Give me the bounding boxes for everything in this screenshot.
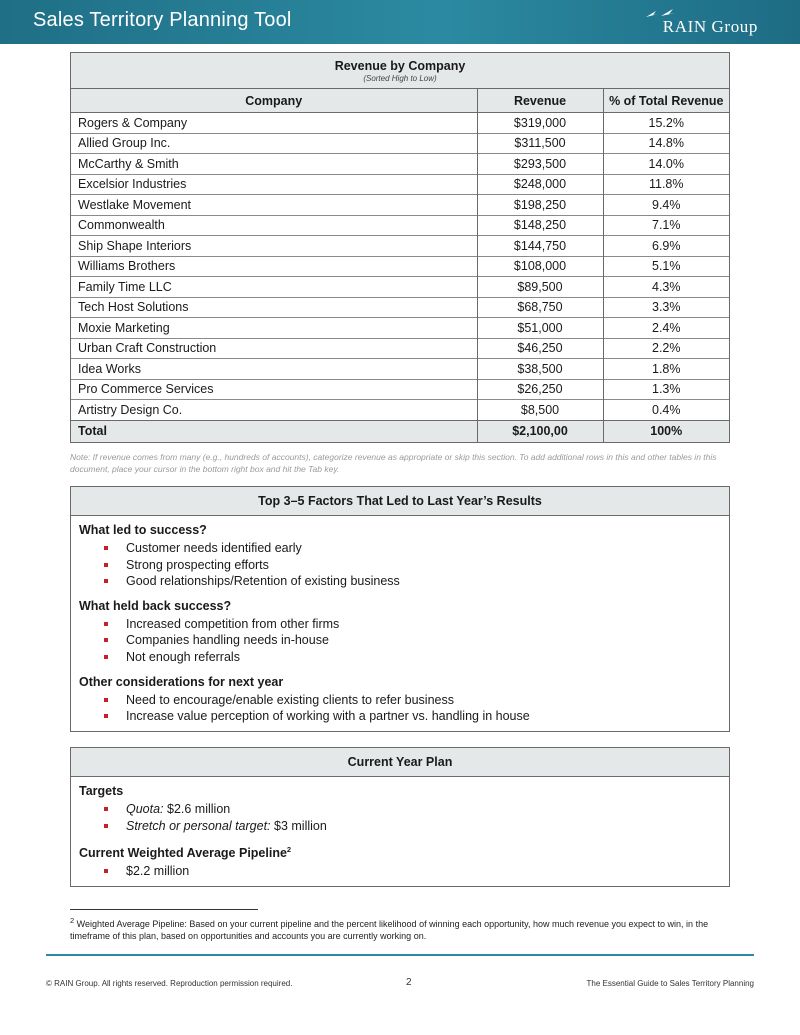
targets-heading: Targets — [79, 784, 124, 798]
table-row — [71, 277, 729, 298]
percent-cell: 14.0% — [603, 154, 729, 175]
table-row — [71, 379, 729, 400]
revenue-cell: $51,000 — [477, 318, 603, 339]
factors-body — [71, 516, 729, 731]
bullet-icon — [104, 563, 108, 567]
company-cell: Tech Host Solutions — [71, 297, 477, 318]
list-item — [79, 649, 721, 666]
bullet-icon — [104, 869, 108, 873]
quota-label: Quota: — [126, 802, 164, 816]
plan-body — [71, 777, 729, 886]
bullet-icon — [104, 655, 108, 659]
pipeline-heading-text: Current Weighted Average Pipeline — [79, 846, 287, 861]
table-row — [71, 338, 729, 359]
revenue-cell: $248,000 — [477, 174, 603, 195]
revenue-cell: $148,250 — [477, 215, 603, 236]
bullet-icon — [104, 807, 108, 811]
revenue-cell: $26,250 — [477, 379, 603, 400]
list-item — [79, 818, 721, 835]
footnote-marker: 2 — [70, 916, 75, 925]
factors-title: Top 3–5 Factors That Led to Last Year’s Results — [71, 487, 729, 516]
quota-value: $2.6 million — [163, 802, 231, 816]
factors-list — [79, 616, 721, 666]
percent-cell: 3.3% — [603, 297, 729, 318]
footnote-text: Weighted Average Pipeline: Based on your current pipeline and the percent likelihood of winning each opportunity, how much revenue you expect to win, in the timeframe of this plan, based on opportunities and accounts you are currently working on. — [70, 919, 709, 941]
percent-cell: 15.2% — [603, 113, 729, 134]
percent-cell: 1.3% — [603, 379, 729, 400]
footer-copyright: © RAIN Group. All rights reserved. Reproduction permission required. — [46, 979, 293, 988]
pipeline-heading — [79, 842, 721, 861]
table-row — [71, 215, 729, 236]
list-item — [79, 557, 721, 574]
company-cell: Allied Group Inc. — [71, 133, 477, 154]
table-row — [71, 113, 729, 134]
list-item — [79, 692, 721, 709]
bullet-icon — [104, 579, 108, 583]
total-row — [71, 420, 729, 442]
company-cell: Commonwealth — [71, 215, 477, 236]
targets-list — [79, 801, 721, 834]
revenue-table-subtitle: (Sorted High to Low) — [363, 74, 437, 83]
column-header-company: Company — [71, 89, 477, 113]
page-header — [0, 0, 800, 44]
table-row — [71, 400, 729, 421]
bullet-icon — [104, 546, 108, 550]
stretch-label: Stretch or personal target: — [126, 818, 271, 833]
factors-box — [70, 486, 730, 732]
list-item-text: Increase value perception of working with a partner vs. handling in house — [126, 709, 530, 724]
total-revenue: $2,100,00 — [477, 420, 603, 442]
percent-cell: 14.8% — [603, 133, 729, 154]
company-cell: Ship Shape Interiors — [71, 236, 477, 257]
list-item-text: Not enough referrals — [126, 649, 240, 664]
percent-cell: 0.4% — [603, 400, 729, 421]
list-item — [79, 540, 721, 557]
header-title: Sales Territory Planning Tool — [33, 9, 292, 31]
table-row — [71, 359, 729, 380]
company-cell: Idea Works — [71, 359, 477, 380]
company-cell: Excelsior Industries — [71, 174, 477, 195]
company-cell: Rogers & Company — [78, 115, 188, 130]
percent-cell: 6.9% — [603, 236, 729, 257]
company-cell: Pro Commerce Services — [71, 379, 477, 400]
revenue-cell: $311,500 — [477, 133, 603, 154]
factors-section-heading: What led to success? — [79, 523, 207, 537]
list-item — [79, 801, 721, 818]
list-item — [79, 708, 721, 725]
company-cell: Williams Brothers — [71, 256, 477, 277]
pipeline-list — [79, 863, 721, 880]
revenue-note: Note: If revenue comes from many (e.g., hundreds of accounts), categorize revenue as appropriate or skip this section. To add additional rows in this and other tables in this document, place your cursor in the bottom right box and hit the Tab key. — [70, 452, 717, 474]
company-cell: Westlake Movement — [71, 195, 477, 216]
company-cell: McCarthy & Smith — [71, 154, 477, 175]
bullet-icon — [104, 698, 108, 702]
table-row — [71, 236, 729, 257]
factors-list — [79, 540, 721, 590]
company-cell: Family Time LLC — [71, 277, 477, 298]
revenue-cell: $38,500 — [477, 359, 603, 380]
percent-cell: 9.4% — [603, 195, 729, 216]
table-row — [71, 154, 729, 175]
list-item-text: Good relationships/Retention of existing business — [126, 574, 400, 589]
bullet-icon — [104, 622, 108, 626]
plan-title: Current Year Plan — [71, 748, 729, 777]
footnote-ref: 2 — [286, 845, 292, 855]
list-item — [79, 863, 721, 880]
column-header-revenue: Revenue — [477, 89, 603, 113]
company-cell: Moxie Marketing — [71, 318, 477, 339]
footer-guide-title: The Essential Guide to Sales Territory Planning — [586, 979, 754, 988]
factors-section-heading: Other considerations for next year — [79, 674, 284, 689]
list-item — [79, 632, 721, 649]
percent-cell: 7.1% — [603, 215, 729, 236]
percent-cell: 2.4% — [603, 318, 729, 339]
total-label: Total — [71, 420, 477, 442]
list-item-text: Customer needs identified early — [126, 541, 302, 555]
bullet-icon — [104, 714, 108, 718]
factors-list — [79, 692, 721, 725]
table-row — [71, 318, 729, 339]
revenue-grid — [71, 89, 729, 442]
footnote — [70, 915, 730, 942]
percent-cell: 4.3% — [603, 277, 729, 298]
footnote-divider — [70, 909, 258, 910]
bullet-icon — [104, 638, 108, 642]
list-item-text: Need to encourage/enable existing clients to refer business — [126, 692, 454, 707]
percent-cell: 1.8% — [603, 359, 729, 380]
company-cell: Urban Craft Construction — [71, 338, 477, 359]
revenue-cell: $198,250 — [477, 195, 603, 216]
revenue-cell: $46,250 — [477, 338, 603, 359]
table-row — [71, 133, 729, 154]
percent-cell: 5.1% — [603, 256, 729, 277]
revenue-rows — [71, 113, 729, 442]
revenue-cell: $68,750 — [477, 297, 603, 318]
revenue-cell: $89,500 — [477, 277, 603, 298]
rain-group-logo — [638, 6, 758, 40]
page-number: 2 — [406, 977, 412, 988]
revenue-cell: $8,500 — [477, 400, 603, 421]
revenue-cell: $144,750 — [477, 236, 603, 257]
factors-section-heading: What held back success? — [79, 598, 232, 613]
logo-text: RAIN Group — [662, 17, 758, 36]
bullet-icon — [104, 824, 108, 828]
table-row — [71, 297, 729, 318]
total-percent: 100% — [603, 420, 729, 442]
list-item-text: Companies handling needs in-house — [126, 633, 329, 648]
list-item-text: Increased competition from other firms — [126, 616, 340, 631]
revenue-cell: $319,000 — [477, 113, 603, 134]
stretch-value: $3 million — [270, 818, 327, 833]
revenue-table-title: Revenue by Company — [334, 59, 466, 73]
footer-divider — [46, 954, 754, 956]
current-year-plan-box — [70, 747, 730, 887]
revenue-cell: $108,000 — [477, 256, 603, 277]
company-cell: Artistry Design Co. — [71, 400, 477, 421]
list-item-text: Strong prospecting efforts — [126, 557, 269, 572]
list-item — [79, 616, 721, 633]
table-row — [71, 195, 729, 216]
revenue-by-company-table — [70, 52, 730, 443]
column-header-percent: % of Total Revenue — [603, 89, 729, 113]
table-row — [71, 174, 729, 195]
list-item — [79, 573, 721, 590]
table-row — [71, 256, 729, 277]
pipeline-value: $2.2 million — [126, 864, 190, 879]
revenue-cell: $293,500 — [477, 154, 603, 175]
revenue-table-heading — [71, 53, 729, 89]
percent-cell: 2.2% — [603, 338, 729, 359]
percent-cell: 11.8% — [603, 174, 729, 195]
